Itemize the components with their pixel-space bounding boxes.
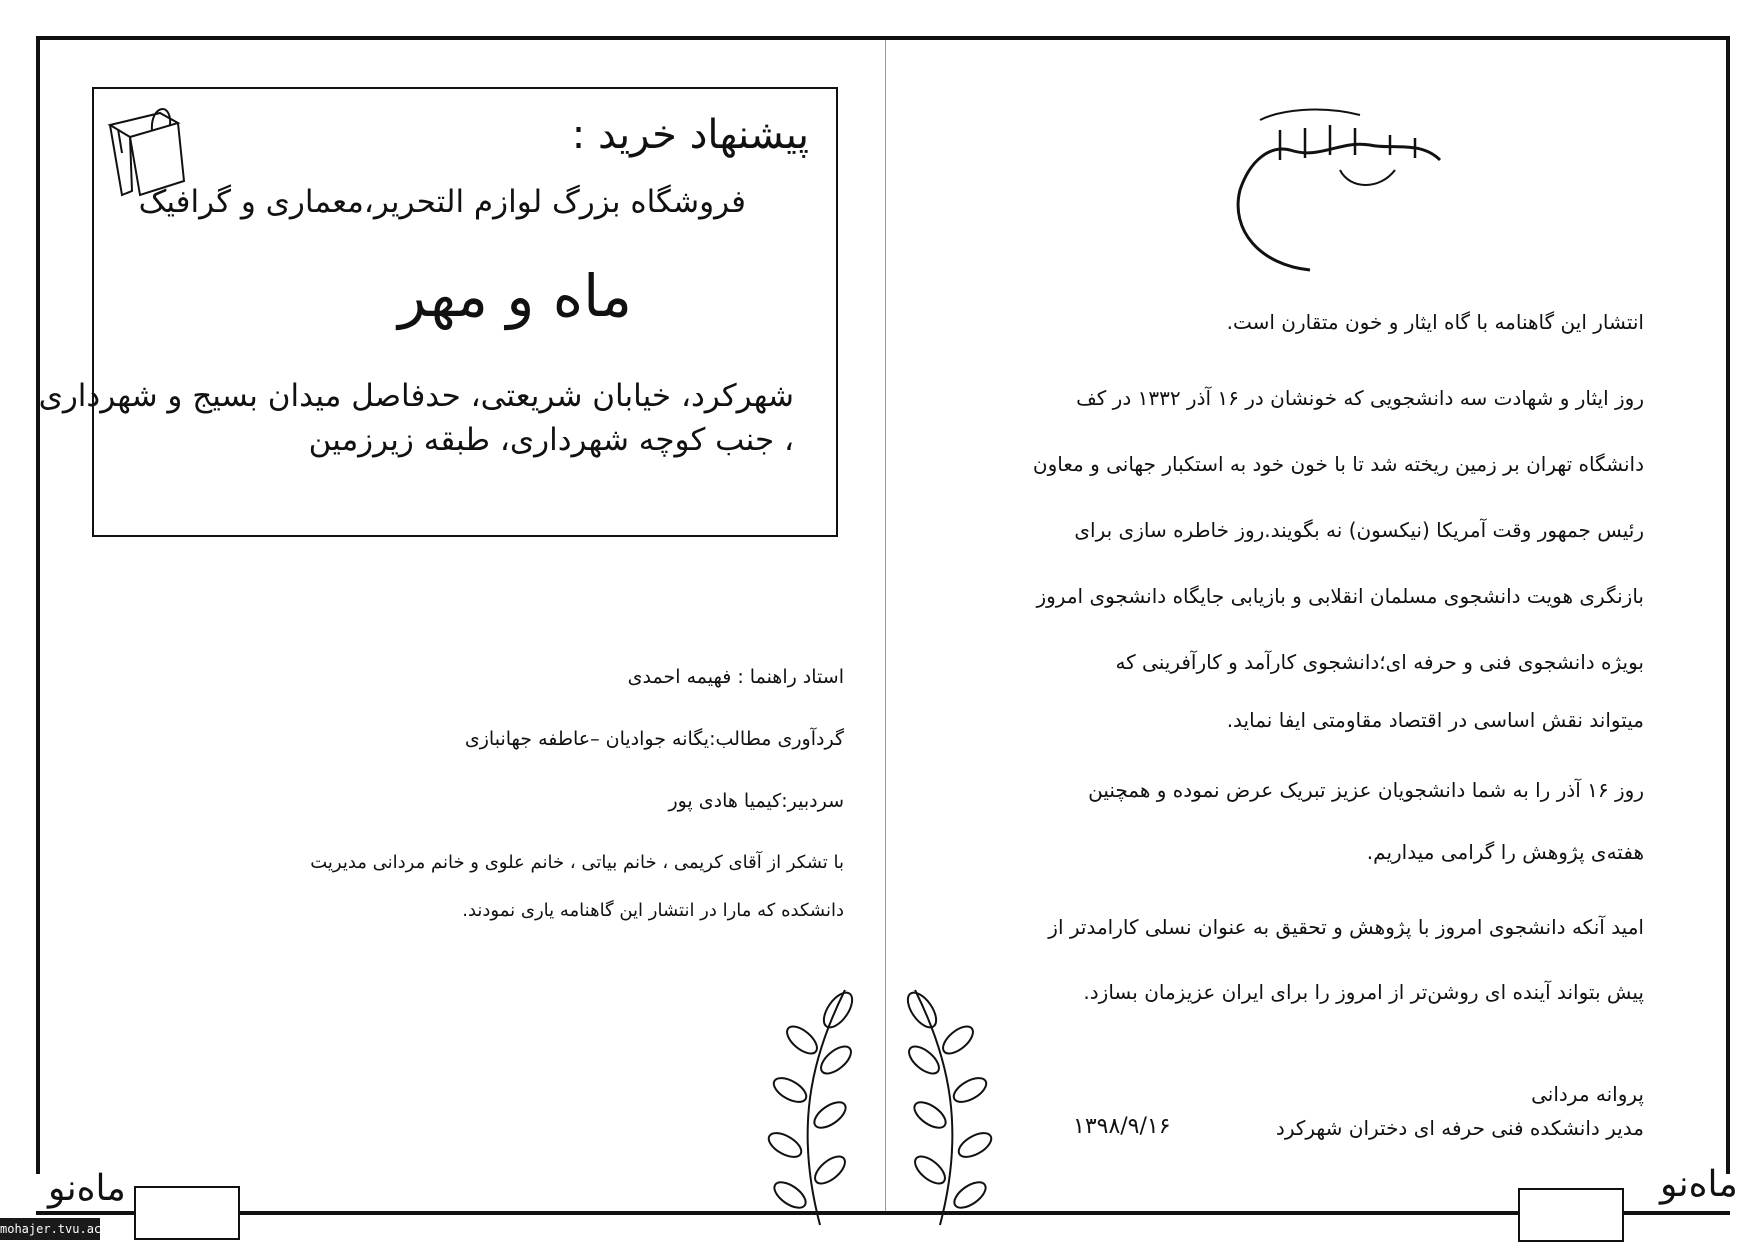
ad-address-line1: شهرکرد، خیابان شریعتی، حدفاصل میدان بسیج و شهرداری xyxy=(38,378,794,414)
credit-thanks-line2: دانشکده که مارا در انتشار این گاهنامه یاری نمودند. xyxy=(462,900,844,921)
ad-address-line2: ، جنب کوچه شهرداری، طبقه زیرزمین xyxy=(308,422,794,458)
bismillah-calligraphy-icon xyxy=(1220,100,1450,275)
leaf-branch-right-icon xyxy=(890,980,1020,1230)
credit-editor: سردبیر:کیمیا هادی پور xyxy=(668,790,844,812)
ad-heading: پیشنهاد خرید : xyxy=(571,112,809,158)
ad-store-name: ماه و مهر xyxy=(398,262,632,330)
leaf-branch-left-icon xyxy=(740,980,870,1230)
paragraph1-line2: دانشگاه تهران بر زمین ریخته شد تا با خون خود به استکبار جهانی و معاون xyxy=(1032,452,1644,476)
paragraph1-line1: روز ایثار و شهادت سه دانشجویی که خونشان در ۱۶ آذر ۱۳۳۲ در کف xyxy=(1076,386,1644,410)
logo-right: ماه‌نو xyxy=(1660,1164,1738,1205)
frame-top-border xyxy=(36,36,1730,40)
logo-left: ماه‌نو xyxy=(48,1168,126,1209)
ad-store-type: فروشگاه بزرگ لوازم التحریر،معماری و گرافیک xyxy=(138,184,746,220)
paragraph1-line4: بازنگری هویت دانشجوی مسلمان انقلابی و بازیابی جایگاه دانشجوی امروز xyxy=(1036,584,1644,608)
credit-compilers: گردآوری مطالب:یگانه جوادیان –عاطفه جهانبازی xyxy=(464,728,844,750)
paragraph3-line1: امید آنکه دانشجوی امروز با پژوهش و تحقیق به عنوان نسلی کارامدتر از xyxy=(1048,915,1644,939)
frame-left-border xyxy=(36,36,40,1174)
credit-thanks-line1: با تشکر از آقای کریمی ، خانم بیاتی ، خانم علوی و خانم مردانی مدیریت xyxy=(310,852,844,873)
page-number-box-left xyxy=(134,1186,240,1240)
signature-date: ۱۳۹۸/۹/۱۶ xyxy=(1073,1114,1171,1139)
website-badge: mohajer.tvu.ac.ir xyxy=(0,1218,100,1240)
intro-text: انتشار این گاهنامه با گاه ایثار و خون متقارن است. xyxy=(1226,310,1644,334)
signature-title: مدیر دانشکده فنی حرفه ای دختران شهرکرد xyxy=(1275,1116,1644,1140)
paragraph3-line2: پیش بتواند آینده ای روشن‌تر از امروز را برای ایران عزیزمان بسازد. xyxy=(1083,980,1644,1004)
signature-name: پروانه مردانی xyxy=(1531,1082,1644,1106)
paragraph1-line5: بویژه دانشجوی فنی و حرفه ای؛دانشجوی کارآمد و کارآفرینی که xyxy=(1115,650,1644,674)
page-divider xyxy=(885,40,886,1211)
paragraph1-line3: رئیس جمهور وقت آمریکا (نیکسون) نه بگویند.روز خاطره سازی برای xyxy=(1074,518,1644,542)
paragraph1-line6: میتواند نقش اساسی در اقتصاد مقاومتی ایفا نماید. xyxy=(1226,708,1644,732)
paragraph2-line2: هفته‌ی پژوهش را گرامی میداریم. xyxy=(1366,840,1644,864)
frame-bottom-border xyxy=(36,1211,1730,1215)
credit-advisor: استاد راهنما : فهیمه احمدی xyxy=(627,666,844,688)
page-number-box-right xyxy=(1518,1188,1624,1242)
paragraph2-line1: روز ۱۶ آذر را به شما دانشجویان عزیز تبریک عرض نموده و همچنین xyxy=(1088,778,1644,802)
ad-address xyxy=(39,374,794,462)
frame-right-border xyxy=(1726,36,1730,1174)
